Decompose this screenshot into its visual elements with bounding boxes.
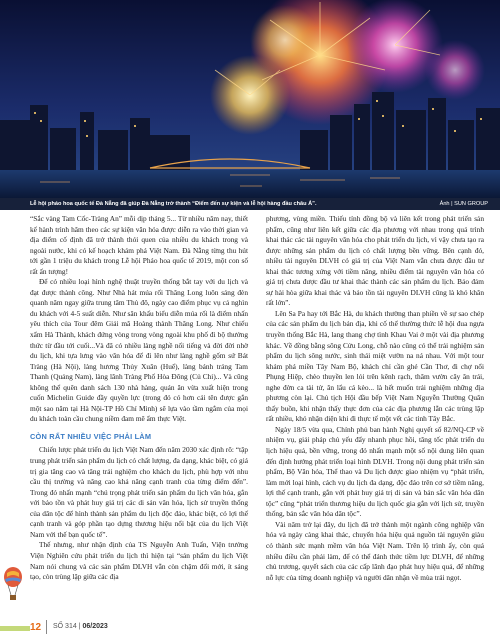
paragraph: Thế nhưng, như nhận định của TS Nguyễn Anh Tuấn, Viện trưởng Viện Nghiên cứu phát triển du lịch thì hiện tại “sản phẩm du lịch Việt Nam nói chung và các sản phẩm DLVH vẫn còn chậm đổi mới, ít sáng tạo, còn trùng lặp giữa các địa <box>30 540 248 582</box>
page-footer <box>0 612 500 637</box>
fireworks-photo <box>0 0 500 198</box>
paragraph: Lên Sa Pa hay tới Bắc Hà, du khách thường than phiền về sự sao chép của các sản phẩm du lịch bản địa, khi cố thể thường thức lễ hội đua ngựa truyền thống Bắc Hà, lang thang chợ tình Khau Vai ở một vài địa phương khác. Về đồng bằng sông Cửu Long, chỗ nào cũng có thể trải nghiệm sản phẩm du lịch sông nước, sinh thái miệt vườn na ná nhau. Với một tour khám phá miền Tây Nam Bộ, khách chỉ cần ghé Cần Thơ, đi chợ nổi Phụng Hiệp, chèo thuyền len lỏi trên kênh rạch, thăm vườn cây ăn trái, nghe đờn ca tài tử, ăn lẩu cá kèo... là hết muốn trải nghiệm những địa phương còn lại. Chủ tịch Hội đầu bếp Việt Nam Nguyễn Thường Quân thấy buồn, khi nhận thấy thực đơn của các địa phương lẫn các trùng lặp rất nhiều, khó nhận diện khi đi thực tế một vết các tỉnh Tây Bắc. <box>266 308 484 424</box>
footer-divider <box>46 620 47 634</box>
hot-air-balloon-icon <box>3 567 23 607</box>
issue-label: SỐ 314 | 06/2023 <box>53 623 108 630</box>
paragraph: Vài năm trở lại đây, du lịch đã trở thành một ngành công nghiệp văn hóa và ngày càng khai thác, chuyển hóa hiệu quả nguồn tài nguyên giàu có thành sức mạnh mềm văn hóa Việt Nam. Trên lộ trình ấy, còn quá nhiều điều cần phải làm, để có thể đánh thức tiềm lực DLVH, để những chủ trương, quyết sách của các cấp lãnh đạo phát huy hiệu quả, để những nỗ lực của từng doanh nghiệp và người dân nhận về mùa trái ngọt. <box>266 519 484 582</box>
fireworks-skyline-image <box>0 0 500 198</box>
page-stripe <box>0 626 30 631</box>
issue-date: 06/2023 <box>82 623 108 630</box>
paragraph: Để có nhiều loại hình nghệ thuật truyền thống bắt tay với du lịch và đạt được thành công. Như Nhà hát múa rối Thăng Long luôn sáng đèn quanh năm ngay giữa trung tâm Thủ đô, ngày cao điểm phục vụ cả nghìn du khách với 4-5 suất diễn. Như sân khấu biểu diễn múa rối là điểm nhấn yêu thích của Tour đêm Giải mã Hoàng thành Thăng Long. Như chiếu xẩm Hà Thành, khách đứng vòng trong vòng ngoài khu phố đi bộ thưởng thức từ đầu tới cuối...Và đã có nhiều làng nghề nối tiếng và đời đời nhờ du lịch, khi tựa lưng vào văn hóa để đi lên như làng nghề gốm sứ Bát Tràng (Hà Nội), làng hương Thủy Xuân (Huế), làng bánh tráng Tam Thanh (Quảng Nam), làng lãnh Tràng Phố Hòa Đông (Củ Chi)... Và cũng không thể quên danh sách 130 nhà hàng, quán ăn vừa xuất hiện trong cuốn Michelin Guide đầy quyền lực (trong đó có hơn cái tên được gắn một sao năm tại Hà Nội-TP Hồ Chí Minh) sẽ lựa vào tầm ngắm của mọi du khách toàn cầu chung niềm đam mê ẩm thực Việt. <box>30 277 248 424</box>
right-column <box>266 214 484 583</box>
photo-credit: Ảnh | SUN GROUP <box>439 201 488 207</box>
paragraph: Chiến lược phát triển du lịch Việt Nam đến năm 2030 xác định rõ: “tập trung phát triển sản phẩm du lịch có chất lượng, đa dạng, khác biệt, có giá trị gia tăng cao và tăng trải nghiệm cho khách du lịch, phù hợp với nhu cầu thị trường và nâng cao khả năng cạnh tranh của từng điểm đến”. Trong đó nhấn mạnh “chú trọng phát triển sản phẩm du lịch văn hóa, gắn với bảo tồn và phát huy giá trị các di sản văn hóa, lịch sử truyền thống của dân tộc để hình thành sản phẩm du lịch độc đáo, khác biệt, có lợi thế cạnh tranh và góp phần tạo dựng thương hiệu nổi bật của du lịch Việt Nam với thế bạn quốc tế”. <box>30 445 248 539</box>
photo-caption: Lễ hội pháo hoa quốc tế Đà Nẵng đã giúp Đà Nẵng trở thành “Điểm đến sự kiện và lễ hội hàng đầu châu Á”. <box>30 201 317 207</box>
article-body <box>30 214 488 614</box>
page-number: 12 <box>30 622 42 633</box>
paragraph: “Sắc vàng Tam Cốc-Tràng An” mỗi dịp tháng 5... Từ nhiều năm nay, thiết kế hành trình hâm theo các sự kiện văn hóa được diễn ra vào thời gian và địa điểm cố định đã trở thành thói quen của nhiều du khách trong và ngoài nước, khi có kế hoạch khám phá Việt Nam. Đà Nẵng từng thu hút tới gần 1 triệu du khách trong Lễ hội Pháo hoa quốc tế 2019, một con số rất ấn tượng! <box>30 214 248 276</box>
section-subheading: CÒN RẤT NHIỀU VIỆC PHẢI LÀM <box>30 431 152 441</box>
left-column <box>30 214 248 583</box>
paragraph: Ngày 18/5 vừa qua, Chính phủ ban hành Nghị quyết số 82/NQ-CP về nhiệm vụ, giải pháp chủ yếu đẩy nhanh phục hồi, tăng tốc phát triển du lịch hiệu quả, bền vững, trong đó nhấn mạnh một số nội dung liên quan đến định hướng phát triển loại hình DLVH. Trong nội dung phát triển sản phẩm, Bộ Văn hóa, Thể thao và Du lịch được giao nhiệm vụ “phát triển, làm mới loại hình, cách vụ du lịch đa dạng, độc đáo trên cơ sở tiềm năng, lợi thế cạnh tranh, gắn với phát huy giá trị di sản và bản sắc văn hóa dân tộc” cũng “phát triển thương hiệu du lịch quốc gia gắn với lịch sử, truyền thống, bản sắc văn hóa dân tộc”. <box>266 424 484 519</box>
paragraph: phương, vùng miền. Thiếu tính đồng bộ và liên kết trong phát triển sản phẩm, cũng như liên kết giữa các địa phương với nhau trong quá trình khai thác các tài nguyên văn hóa cho phát triển du lịch, vì vậy chưa tạo ra được những sản phẩm du lịch có chất lượng bền vững. Bên cạnh đó, nhiều tài nguyên DLVH có giá trị của Việt Nam vẫn chưa được đầu tư khai thác tương xứng với tiềm năng, nhiều điểm tài nguyên văn hóa có giá trị chưa được đầu tư khai thác thành các sản phẩm du lịch. Bảo đảm sự hài hòa giữa khai thác và bảo tồn tài nguyên DLVH cũng là khó khăn rất lớn”. <box>266 214 484 308</box>
issue-number: SỐ 314 <box>53 623 77 630</box>
photo-caption-bar <box>0 198 500 210</box>
